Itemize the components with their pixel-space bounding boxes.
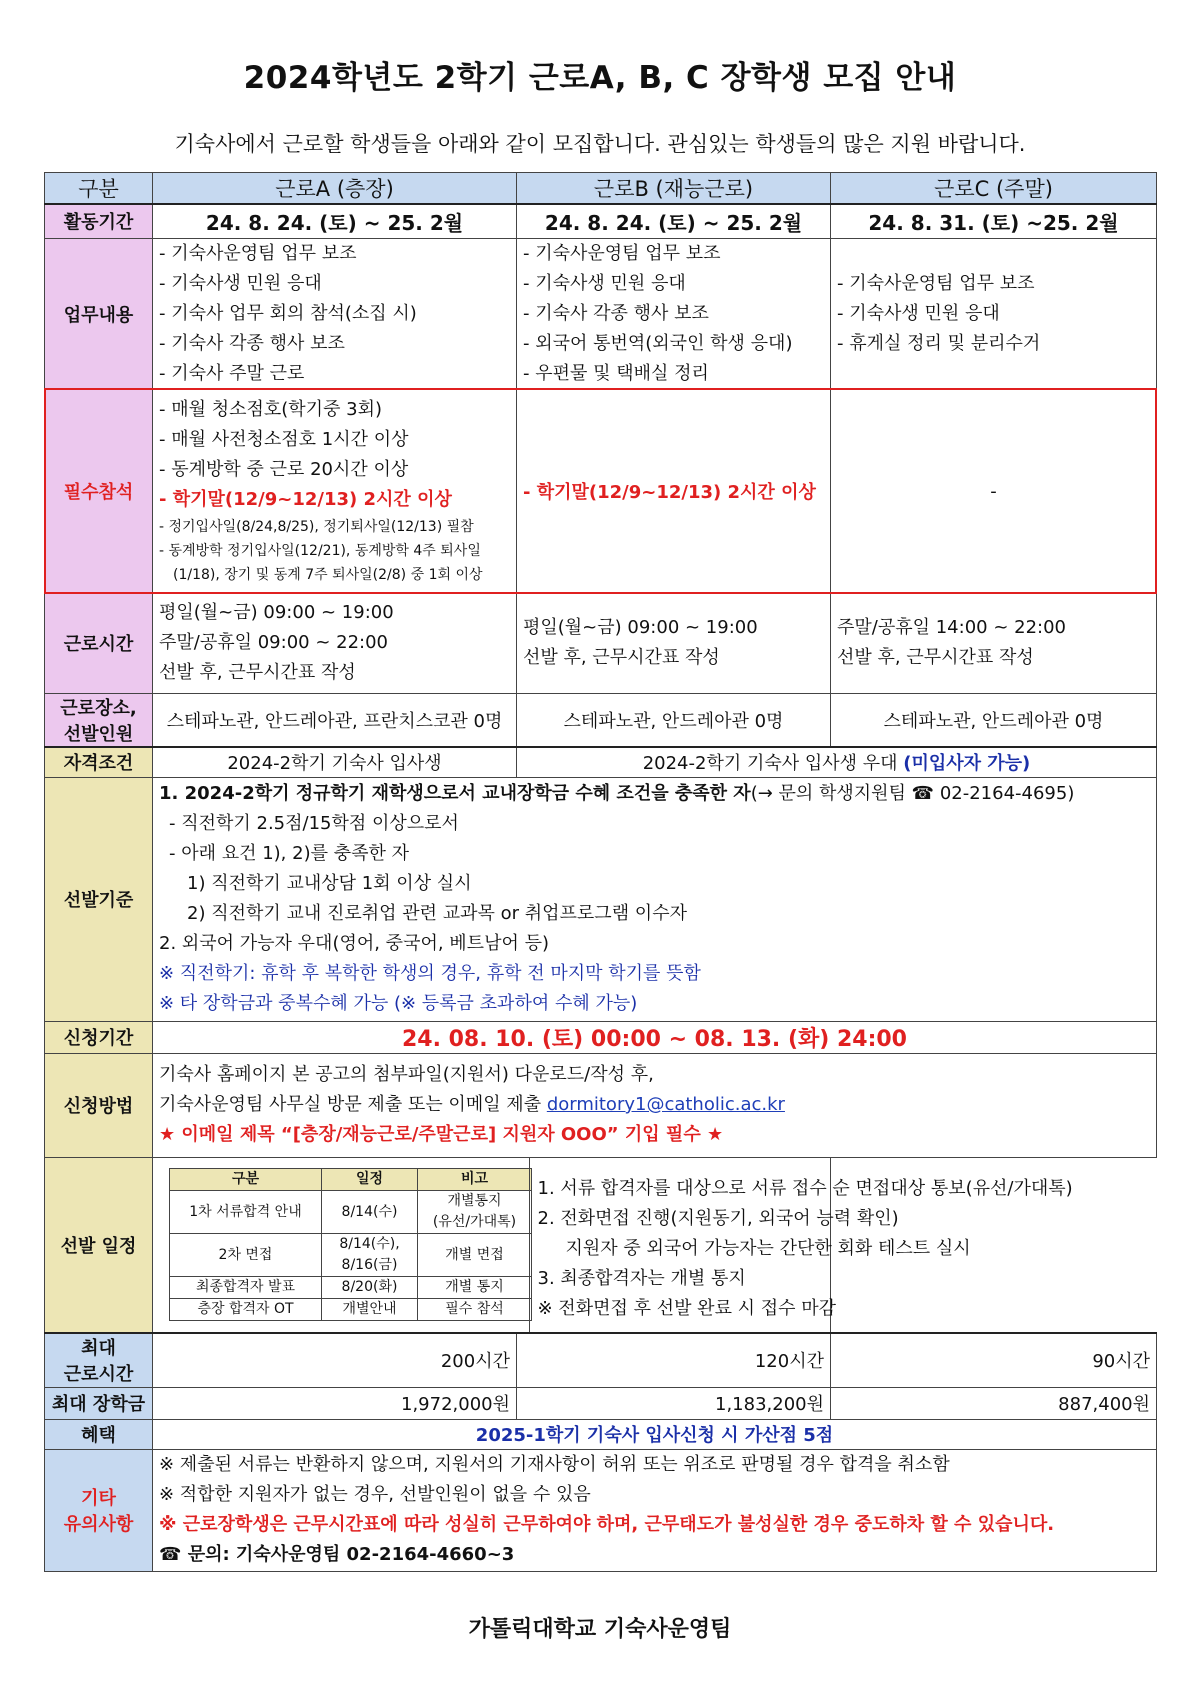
- apply-period-label: 신청기간: [45, 1021, 153, 1053]
- hours-line: 평일(월~금) 09:00 ~ 19:00: [159, 602, 394, 623]
- schedule-cell-note: 개별 통지: [418, 1277, 532, 1299]
- required-item: - 매월 청소점호(학기중 3회): [159, 399, 383, 420]
- place-row: [45, 693, 1157, 747]
- apply-method-row: [45, 1053, 1157, 1157]
- apply-period-value: 24. 08. 10. (토) 00:00 ~ 08. 13. (화) 24:00: [153, 1021, 1157, 1053]
- schedule-note: 3. 최종합격자는 개별 통지: [537, 1268, 746, 1289]
- etc-line: ※ 적합한 지원자가 없는 경우, 선발인원이 없을 수 있음: [159, 1484, 591, 1505]
- duties-label: 업무내용: [45, 238, 153, 389]
- max-scholarship-row: [45, 1387, 1157, 1419]
- period-row: [45, 204, 1157, 238]
- criteria-line: 2. 외국어 가능자 우대(영어, 중국어, 베트남어 등): [159, 933, 549, 954]
- header-work-c: 근로C (주말): [831, 173, 1157, 205]
- etc-label-line: 기타: [81, 1488, 116, 1509]
- schedule-cell-note: [418, 1191, 532, 1234]
- required-item: - 동계방학 정기입사일(12/21), 동계방학 4주 퇴사일: [159, 543, 481, 559]
- schedule-row-1: [170, 1191, 532, 1234]
- max-scholarship-label: 최대 장학금: [45, 1387, 153, 1419]
- qualification-row: [45, 747, 1157, 777]
- header-work-b: 근로B (재능근로): [517, 173, 831, 205]
- schedule-row-4: [170, 1299, 532, 1321]
- schedule-cell-note: 필수 참석: [418, 1299, 532, 1321]
- apply-method-content: [153, 1053, 1157, 1157]
- etc-line: ※ 제출된 서류는 반환하지 않으며, 지원서의 기재사항이 허위 또는 위조로 판명될 경우 합격을 취소함: [159, 1454, 950, 1475]
- schedule-note: 2. 전화면접 진행(지원동기, 외국어 능력 확인): [537, 1208, 899, 1229]
- period-b: 24. 8. 24. (토) ~ 25. 2월: [517, 204, 831, 238]
- intro-text: 기숙사에서 근로할 학생들을 아래와 같이 모집합니다. 관심있는 학생들의 많은 지원 바랍니다.: [174, 132, 1026, 156]
- schedule-date-line: 8/16(금): [341, 1257, 398, 1274]
- duty-item: - 기숙사생 민원 응대: [159, 272, 322, 294]
- qualification-label: 자격조건: [45, 747, 153, 777]
- recruitment-table: [44, 172, 1157, 1572]
- header-work-a: 근로A (층장): [153, 173, 517, 205]
- required-label: 필수참석: [45, 389, 153, 593]
- header-row: [45, 173, 1157, 205]
- hours-line: 평일(월~금) 09:00 ~ 19:00: [523, 617, 758, 638]
- schedule-cell-date: [322, 1234, 418, 1277]
- required-item: - 동계방학 중 근로 20시간 이상: [159, 459, 409, 480]
- period-a: 24. 8. 24. (토) ~ 25. 2월: [153, 204, 517, 238]
- schedule-note-line: (유선/가대톡): [432, 1214, 517, 1231]
- schedule-header-cell: 일정: [322, 1169, 418, 1191]
- etc-contact: ☎ 문의: 기숙사운영팀 02-2164-4660~3: [159, 1544, 515, 1565]
- criteria-content: [153, 777, 1157, 1021]
- required-item-highlight: - 학기말(12/9~12/13) 2시간 이상: [159, 489, 452, 510]
- period-c: 24. 8. 31. (토) ~25. 2월: [831, 204, 1157, 238]
- duty-item: - 기숙사 주말 근로: [159, 362, 305, 384]
- criteria-line: - 직전학기 2.5점/15학점 이상으로서: [169, 813, 459, 834]
- etc-label-line: 유의사항: [63, 1514, 134, 1535]
- hours-label: 근로시간: [45, 593, 153, 693]
- max-scholarship-c: 887,400원: [831, 1387, 1157, 1419]
- max-scholarship-b: 1,183,200원: [517, 1387, 831, 1419]
- place-label-line: 근로장소,: [60, 697, 137, 719]
- place-label: [45, 693, 153, 747]
- place-b: 스테파노관, 안드레아관 0명: [517, 693, 831, 747]
- qualification-bc: [517, 747, 1157, 777]
- benefit-value: 2025-1학기 기숙사 입사신청 시 가산점 5점: [153, 1419, 1157, 1449]
- apply-method-label: 신청방법: [45, 1053, 153, 1157]
- max-hours-a: 200시간: [153, 1333, 517, 1387]
- max-scholarship-a: 1,972,000원: [153, 1387, 517, 1419]
- apply-method-note: ★ 이메일 제목 “[층장/재능근로/주말근로] 지원자 OOO” 기입 필수 ★: [159, 1124, 724, 1145]
- place-c: 스테파노관, 안드레아관 0명: [831, 693, 1157, 747]
- schedule-row-2: [170, 1234, 532, 1277]
- max-hours-label-line: 근로시간: [63, 1364, 134, 1386]
- duty-item: - 기숙사 각종 행사 보조: [523, 302, 709, 324]
- footer-org: 가톨릭대학교 기숙사운영팀: [468, 1617, 732, 1642]
- schedule-notes: [529, 1158, 1156, 1332]
- schedule-note-line: 개별통지: [447, 1193, 502, 1210]
- page-title: 2024학년도 2학기 근로A, B, C 장학생 모집 안내: [243, 60, 957, 96]
- duty-item: - 기숙사 각종 행사 보조: [159, 332, 345, 354]
- duty-item: - 우편물 및 택배실 정리: [523, 362, 709, 384]
- schedule-cell-date: 8/20(화): [322, 1277, 418, 1299]
- period-label: 활동기간: [45, 204, 153, 238]
- criteria-line: 2) 직전학기 교내 진로취업 관련 교과목 or 취업프로그램 이수자: [187, 903, 687, 924]
- hours-line: 주말/공휴일 14:00 ~ 22:00: [837, 617, 1066, 638]
- required-b: - 학기말(12/9~12/13) 2시간 이상: [517, 389, 831, 593]
- duty-item: - 휴게실 정리 및 분리수거: [837, 332, 1041, 354]
- criteria-row: [45, 777, 1157, 1021]
- hours-line: 선발 후, 근무시간표 작성: [837, 647, 1034, 668]
- required-item: - 매월 사전청소점호 1시간 이상: [159, 429, 409, 450]
- qualification-a: 2024-2학기 기숙사 입사생: [153, 747, 517, 777]
- header-gubun: 구분: [45, 173, 153, 205]
- etc-label: [45, 1449, 153, 1571]
- etc-content: [153, 1449, 1157, 1571]
- duty-item: - 기숙사운영팀 업무 보조: [523, 242, 721, 264]
- place-a: 스테파노관, 안드레아관, 프란치스코관 0명: [153, 693, 517, 747]
- duty-item: - 기숙사생 민원 응대: [837, 302, 1000, 324]
- hours-line: 선발 후, 근무시간표 작성: [159, 662, 356, 683]
- required-item: (1/18), 장기 및 동계 7주 퇴사일(2/8) 중 1회 이상: [173, 567, 483, 583]
- criteria-note: ※ 직전학기: 휴학 후 복학한 학생의 경우, 휴학 전 마지막 학기를 뜻함: [159, 963, 701, 984]
- schedule-header-cell: 구분: [170, 1169, 322, 1191]
- schedule-cell-date: 개별안내: [322, 1299, 418, 1321]
- schedule-cell-step: 2차 면접: [170, 1234, 322, 1277]
- max-hours-c: 90시간: [831, 1333, 1157, 1387]
- duties-b: [517, 238, 831, 389]
- duties-a: [153, 238, 517, 389]
- apply-period-row: [45, 1021, 1157, 1053]
- schedule-label: 선발 일정: [45, 1157, 153, 1333]
- duty-item: - 기숙사운영팀 업무 보조: [837, 272, 1035, 294]
- criteria-contact: (→ 문의 학생지원팀 ☎ 02-2164-4695): [750, 783, 1075, 804]
- apply-method-line: 기숙사 홈페이지 본 공고의 첨부파일(지원서) 다운로드/작성 후,: [159, 1064, 654, 1085]
- schedule-note: ※ 전화면접 후 선발 완료 시 접수 마감: [537, 1298, 837, 1319]
- qualification-bc-note: (미입사자 가능): [903, 753, 1031, 775]
- criteria-note: ※ 타 장학금과 중복수혜 가능 (※ 등록금 초과하여 수혜 가능): [159, 993, 638, 1014]
- schedule-cell-step: 층장 합격자 OT: [170, 1299, 322, 1321]
- schedule-cell-step: 1차 서류합격 안내: [170, 1191, 322, 1234]
- required-a: [153, 389, 517, 593]
- criteria-line-1: [159, 779, 1150, 809]
- duties-c: [831, 238, 1157, 389]
- schedule-note: 지원자 중 외국어 가능자는 간단한 회화 테스트 실시: [565, 1238, 971, 1259]
- benefit-row: [45, 1419, 1157, 1449]
- required-row: [45, 389, 1157, 593]
- etc-warning: ※ 근로장학생은 근무시간표에 따라 성실히 근무하여야 하며, 근무태도가 불성실한 경우 중도하차 할 수 있습니다.: [159, 1514, 1055, 1535]
- email-link[interactable]: dormitory1@catholic.ac.kr: [546, 1094, 785, 1115]
- apply-method-line: [159, 1090, 1150, 1120]
- schedule-row-3: [170, 1277, 532, 1299]
- etc-row: [45, 1449, 1157, 1571]
- hours-row: [45, 593, 1157, 693]
- duty-item: - 기숙사생 민원 응대: [523, 272, 686, 294]
- required-item: - 정기입사일(8/24,8/25), 정기퇴사일(12/13) 필참: [159, 519, 474, 535]
- schedule-note: 1. 서류 합격자를 대상으로 서류 접수 순 면접대상 통보(유선/가대톡): [537, 1178, 1073, 1199]
- schedule-header: [170, 1169, 532, 1191]
- criteria-main: 1. 2024-2학기 정규학기 재학생으로서 교내장학금 수혜 조건을 충족한 자: [159, 783, 751, 804]
- place-label-line: 선발인원: [63, 723, 134, 745]
- benefit-label: 혜택: [45, 1419, 153, 1449]
- hours-line: 선발 후, 근무시간표 작성: [523, 647, 720, 668]
- max-hours-label-line: 최대: [81, 1338, 116, 1360]
- criteria-line: 1) 직전학기 교내상담 1회 이상 실시: [187, 873, 472, 894]
- schedule-table: [169, 1168, 532, 1321]
- hours-line: 주말/공휴일 09:00 ~ 22:00: [159, 632, 388, 653]
- criteria-label: 선발기준: [45, 777, 153, 1021]
- qualification-bc-text: 2024-2학기 기숙사 입사생 우대: [642, 753, 898, 775]
- duties-row: [45, 238, 1157, 389]
- schedule-cell-date: 8/14(수): [322, 1191, 418, 1234]
- schedule-cell-step: 최종합격자 발표: [170, 1277, 322, 1299]
- max-hours-b: 120시간: [517, 1333, 831, 1387]
- duty-item: - 기숙사운영팀 업무 보조: [159, 242, 357, 264]
- schedule-date-line: 8/14(수),: [339, 1236, 400, 1253]
- criteria-line: - 아래 요건 1), 2)를 충족한 자: [169, 843, 409, 864]
- duty-item: - 외국어 통번역(외국인 학생 응대): [523, 332, 793, 354]
- schedule-header-cell: 비고: [418, 1169, 532, 1191]
- duty-item: - 기숙사 업무 회의 참석(소집 시): [159, 302, 417, 324]
- schedule-cell-note: 개별 면접: [418, 1234, 532, 1277]
- hours-c: [831, 593, 1157, 693]
- hours-b: [517, 593, 831, 693]
- required-c: -: [831, 389, 1157, 593]
- hours-a: [153, 593, 517, 693]
- apply-method-text: 기숙사운영팀 사무실 방문 제출 또는 이메일 제출: [159, 1094, 547, 1115]
- max-hours-label: [45, 1333, 153, 1387]
- max-hours-row: [45, 1333, 1157, 1387]
